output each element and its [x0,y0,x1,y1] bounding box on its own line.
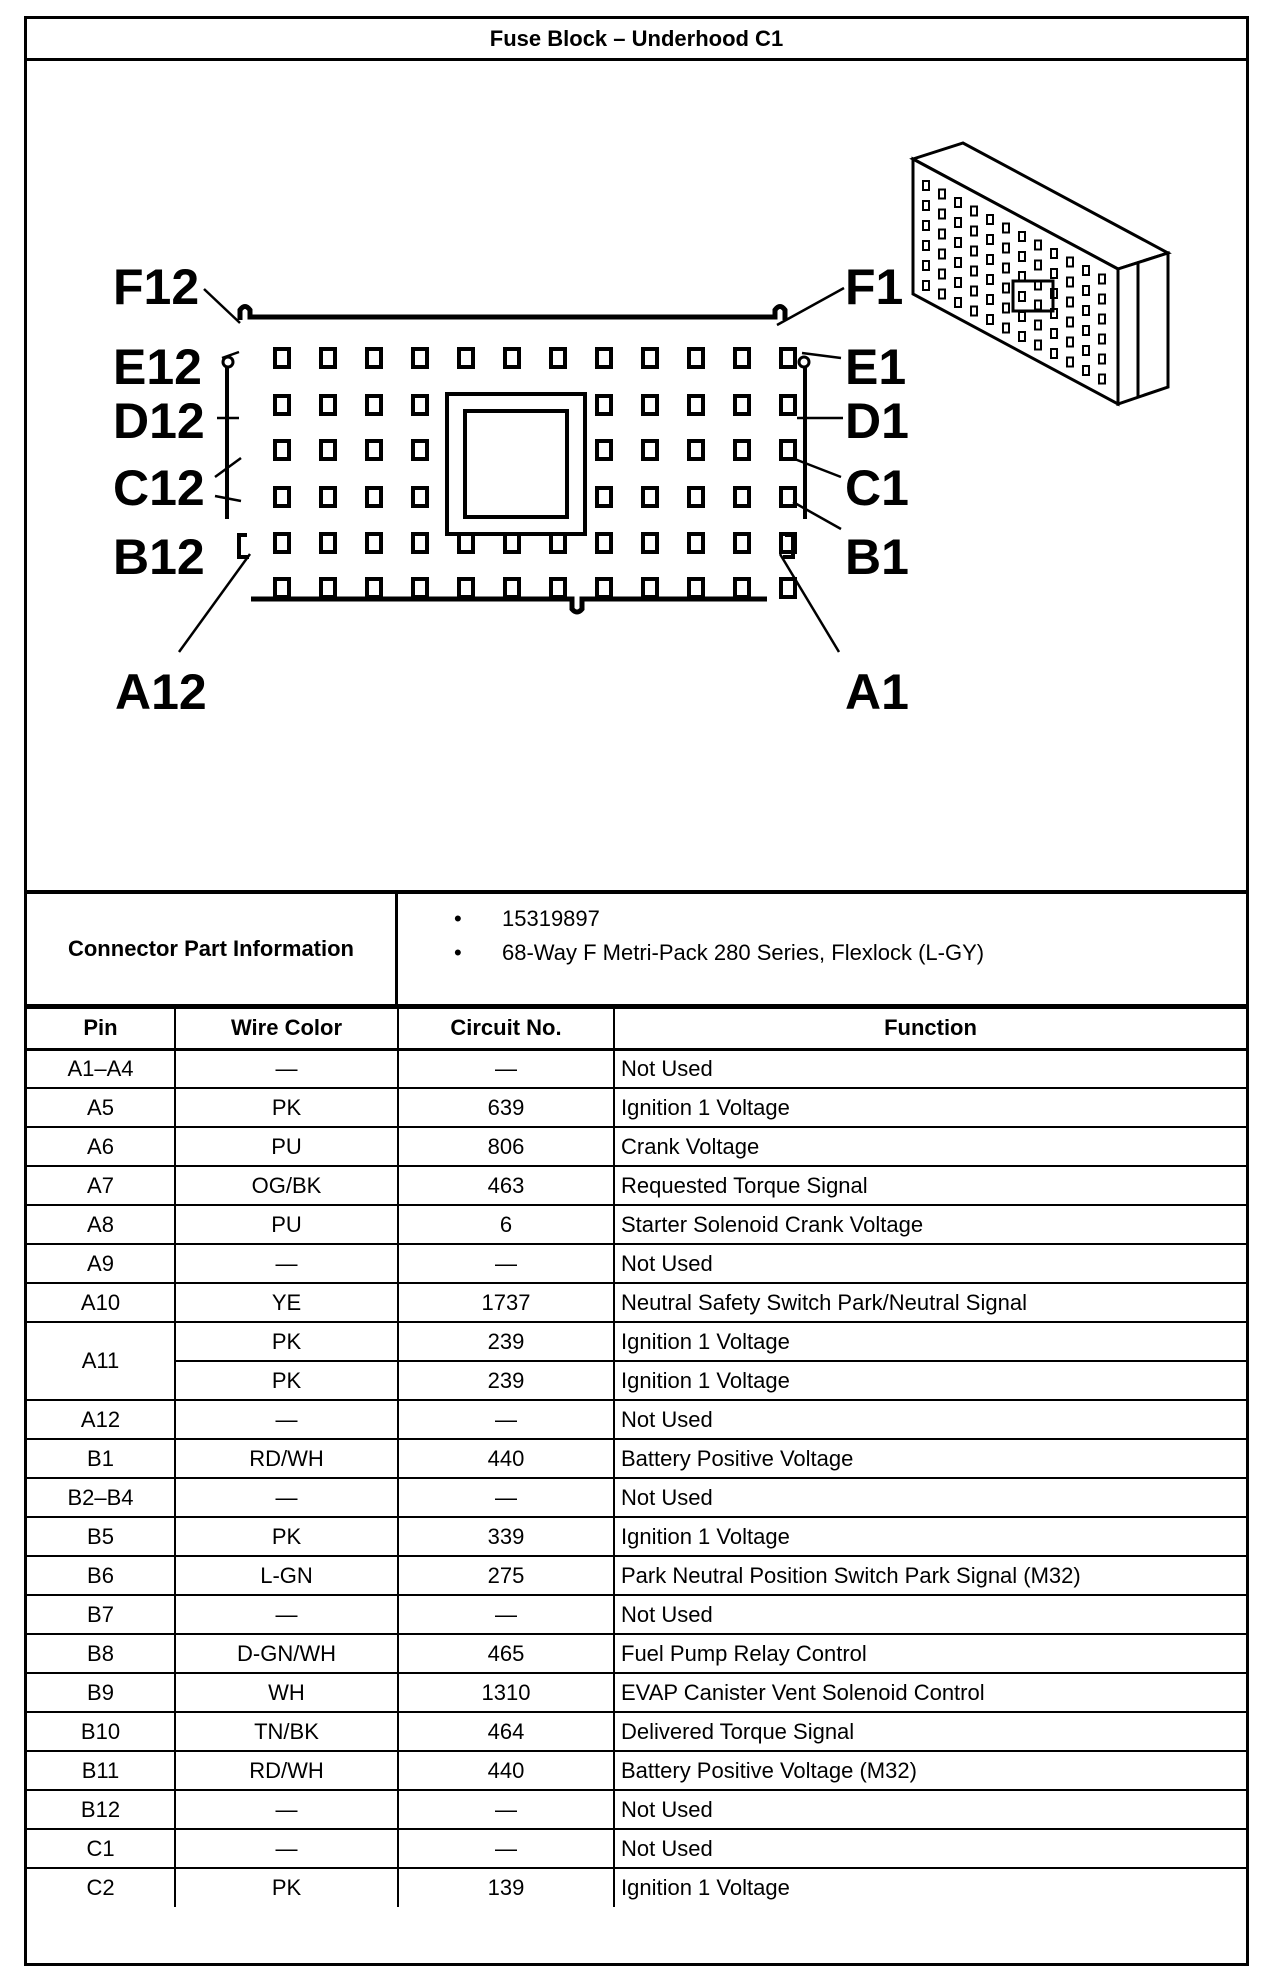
cavity [275,441,289,459]
top-rail [240,307,785,321]
center-block-inner [465,411,567,517]
function-cell: Not Used [614,1244,1246,1283]
wire-color-cell: OG/BK [175,1166,398,1205]
pin-cell: A7 [27,1166,175,1205]
cavity [413,349,427,367]
table-row [27,1439,1246,1478]
pin-label-b1: B1 [845,529,909,585]
connector-figure [27,61,1246,894]
table-row [27,1478,1246,1517]
cavity [459,534,473,552]
table-row [27,1322,1246,1361]
pin-cell: A12 [27,1400,175,1439]
cavity [689,396,703,414]
pin-cell: B12 [27,1790,175,1829]
header-circuit-no: Circuit No. [398,1008,614,1049]
pin-cell: B9 [27,1673,175,1712]
cavity [551,349,565,367]
header-wire-color: Wire Color [175,1008,398,1049]
cavity [551,579,565,597]
circuit-cell: — [398,1244,614,1283]
left-key [223,357,233,367]
connector-isometric-view [913,143,1168,404]
circuit-cell: 1737 [398,1283,614,1322]
cavity [413,441,427,459]
pin-label-c1: C1 [845,460,909,516]
wire-color-cell: RD/WH [175,1439,398,1478]
pin-table [27,1007,1246,1907]
table-header-row [27,1008,1246,1049]
pin-cell: A6 [27,1127,175,1166]
pin-label-a12: A12 [115,664,207,720]
left-pin-labels [113,259,207,720]
wire-color-cell: — [175,1829,398,1868]
pin-cell: A10 [27,1283,175,1322]
connector-sheet [24,16,1249,1966]
function-cell: Not Used [614,1595,1246,1634]
cavity [367,396,381,414]
pin-cell: B7 [27,1595,175,1634]
cavity [551,534,565,552]
circuit-cell: 1310 [398,1673,614,1712]
cavity [735,441,749,459]
cavity [505,579,519,597]
function-cell: Not Used [614,1049,1246,1088]
cavity [597,396,611,414]
pin-label-a1: A1 [845,664,909,720]
cavity [689,579,703,597]
cavity [643,396,657,414]
cavity [321,534,335,552]
wire-color-cell: — [175,1478,398,1517]
circuit-cell: 275 [398,1556,614,1595]
table-row [27,1634,1246,1673]
table-row [27,1283,1246,1322]
wire-color-cell: WH [175,1673,398,1712]
cavity [321,488,335,506]
pin-cell: A9 [27,1244,175,1283]
wire-color-cell: PK [175,1322,398,1361]
table-row [27,1751,1246,1790]
circuit-cell: 339 [398,1517,614,1556]
cavity [597,534,611,552]
cavity [643,534,657,552]
circuit-cell: 239 [398,1322,614,1361]
circuit-cell: 463 [398,1166,614,1205]
pin-label-d12: D12 [113,393,205,449]
table-row [27,1829,1246,1868]
function-cell: Ignition 1 Voltage [614,1322,1246,1361]
cavity [643,349,657,367]
cavity [689,441,703,459]
wire-color-cell: PK [175,1517,398,1556]
table-row [27,1712,1246,1751]
table-row [27,1049,1246,1088]
wire-color-cell: PU [175,1127,398,1166]
circuit-cell: 440 [398,1439,614,1478]
circuit-cell: 806 [398,1127,614,1166]
pin-cell: B8 [27,1634,175,1673]
cavity [505,534,519,552]
circuit-cell: 464 [398,1712,614,1751]
pin-cell: B2–B4 [27,1478,175,1517]
cavity [597,488,611,506]
cavity [781,441,795,459]
wire-color-cell: D-GN/WH [175,1634,398,1673]
circuit-cell: 639 [398,1088,614,1127]
wire-color-cell: TN/BK [175,1712,398,1751]
table-row [27,1556,1246,1595]
cavity [275,534,289,552]
cavity [505,349,519,367]
table-row [27,1166,1246,1205]
pin-label-d1: D1 [845,393,909,449]
part-info-section [27,894,1246,1007]
table-row [27,1127,1246,1166]
circuit-cell: 440 [398,1751,614,1790]
function-cell: Starter Solenoid Crank Voltage [614,1205,1246,1244]
pin-cell: C1 [27,1829,175,1868]
function-cell: Ignition 1 Voltage [614,1517,1246,1556]
part-info-label: Connector Part Information [27,894,398,1004]
pin-cell: A11 [27,1322,175,1400]
table-row [27,1517,1246,1556]
connector-face-diagram [27,61,1246,890]
pin-label-e12: E12 [113,339,202,395]
cavity [413,396,427,414]
pin-cell: A8 [27,1205,175,1244]
pin-cell: A5 [27,1088,175,1127]
function-cell: Requested Torque Signal [614,1166,1246,1205]
pin-cell: A1–A4 [27,1049,175,1088]
table-row [27,1868,1246,1907]
right-key [799,357,809,367]
pin-label-c12: C12 [113,460,205,516]
function-cell: Not Used [614,1829,1246,1868]
cavity [643,441,657,459]
part-number: • 15319897 [398,902,984,936]
circuit-cell: 139 [398,1868,614,1907]
pin-cell: B10 [27,1712,175,1751]
cavity [597,441,611,459]
cavity [643,579,657,597]
table-row [27,1361,1246,1400]
function-cell: Ignition 1 Voltage [614,1361,1246,1400]
wire-color-cell: PK [175,1868,398,1907]
circuit-cell: — [398,1829,614,1868]
wire-color-cell: L-GN [175,1556,398,1595]
circuit-cell: — [398,1049,614,1088]
cavity [321,349,335,367]
cavity [459,349,473,367]
circuit-cell: 239 [398,1361,614,1400]
table-row [27,1595,1246,1634]
cavity [735,349,749,367]
cavity [367,488,381,506]
pin-label-f12: F12 [113,259,200,315]
wire-color-cell: YE [175,1283,398,1322]
cavity [597,579,611,597]
pin-cell: B1 [27,1439,175,1478]
cavity [781,396,795,414]
cavity [689,488,703,506]
circuit-cell: 465 [398,1634,614,1673]
cavity [367,441,381,459]
wire-color-cell: RD/WH [175,1751,398,1790]
function-cell: Not Used [614,1478,1246,1517]
cavity [367,579,381,597]
cavity [367,534,381,552]
cavity [275,396,289,414]
cavity [735,579,749,597]
pin-label-e1: E1 [845,339,907,395]
cavity [321,396,335,414]
table-row [27,1205,1246,1244]
table-row [27,1400,1246,1439]
cavity [413,488,427,506]
left-bracket [239,535,249,557]
circuit-cell: — [398,1400,614,1439]
table-row [27,1244,1246,1283]
function-cell: Battery Positive Voltage [614,1439,1246,1478]
function-cell: EVAP Canister Vent Solenoid Control [614,1673,1246,1712]
pin-cell: B5 [27,1517,175,1556]
pin-label-f1: F1 [845,259,904,315]
part-info-list [398,902,984,970]
cavity [689,349,703,367]
circuit-cell: 6 [398,1205,614,1244]
pin-cell: B6 [27,1556,175,1595]
bottom-rail [251,599,767,612]
cavity [413,534,427,552]
wire-color-cell: PK [175,1361,398,1400]
header-pin: Pin [27,1008,175,1049]
function-cell: Battery Positive Voltage (M32) [614,1751,1246,1790]
cavity [597,349,611,367]
cavity [781,579,795,597]
wire-color-cell: PK [175,1088,398,1127]
cavity [689,534,703,552]
cavity [735,488,749,506]
cavity [321,441,335,459]
function-cell: Park Neutral Position Switch Park Signal (M32) [614,1556,1246,1595]
cavity [735,396,749,414]
cavity [275,488,289,506]
circuit-cell: — [398,1478,614,1517]
wire-color-cell: — [175,1049,398,1088]
cavity [643,488,657,506]
table-row [27,1790,1246,1829]
cavity [321,579,335,597]
header-function: Function [614,1008,1246,1049]
pin-label-b12: B12 [113,529,205,585]
cavity [781,349,795,367]
cavity [275,579,289,597]
function-cell: Delivered Torque Signal [614,1712,1246,1751]
cavity [413,579,427,597]
function-cell: Ignition 1 Voltage [614,1088,1246,1127]
wire-color-cell: — [175,1244,398,1283]
wire-color-cell: — [175,1400,398,1439]
circuit-cell: — [398,1790,614,1829]
pin-cell: B11 [27,1751,175,1790]
wire-color-cell: — [175,1790,398,1829]
function-cell: Ignition 1 Voltage [614,1868,1246,1907]
connector-description: • 68-Way F Metri-Pack 280 Series, Flexlock (L-GY) [398,936,984,970]
wire-color-cell: PU [175,1205,398,1244]
cavity [459,579,473,597]
cavity [735,534,749,552]
function-cell: Fuel Pump Relay Control [614,1634,1246,1673]
right-pin-labels [845,259,909,720]
wire-color-cell: — [175,1595,398,1634]
table-row [27,1088,1246,1127]
cavity [275,349,289,367]
pin-cell: C2 [27,1868,175,1907]
function-cell: Crank Voltage [614,1127,1246,1166]
circuit-cell: — [398,1595,614,1634]
table-row [27,1673,1246,1712]
cavity [367,349,381,367]
function-cell: Not Used [614,1400,1246,1439]
function-cell: Not Used [614,1790,1246,1829]
page-title: Fuse Block – Underhood C1 [27,19,1246,61]
function-cell: Neutral Safety Switch Park/Neutral Signal [614,1283,1246,1322]
